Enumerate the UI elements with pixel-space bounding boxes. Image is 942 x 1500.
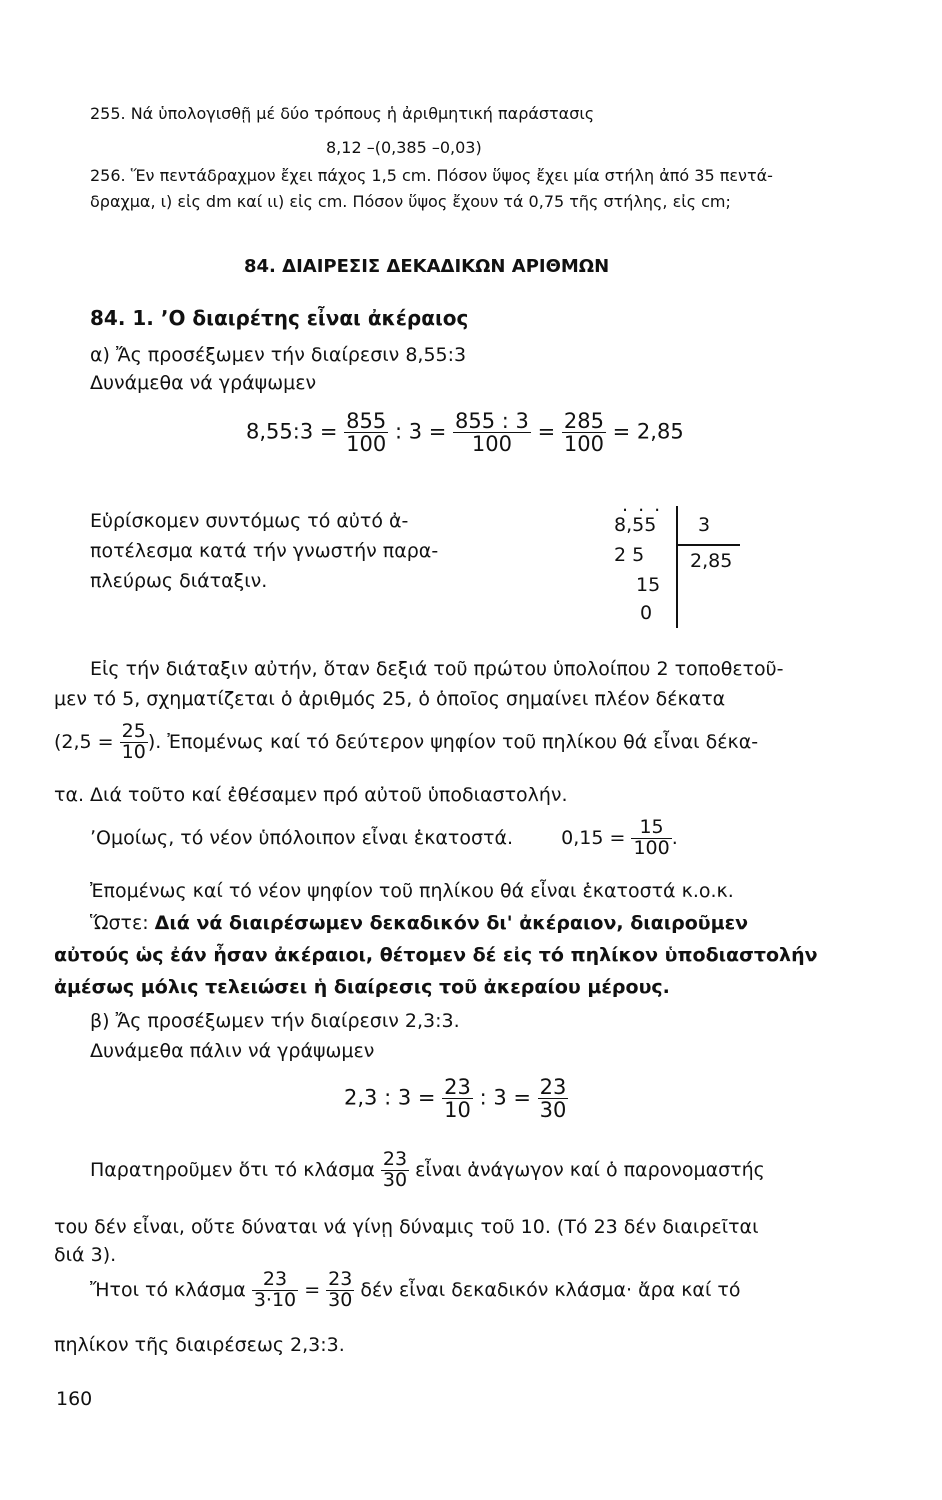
fraction-numerator: 285 bbox=[563, 409, 604, 433]
exercise-255-expression: 8,12 –(0,385 –0,03) bbox=[326, 138, 482, 157]
fraction-855-3-100 bbox=[453, 410, 531, 455]
fraction-denominator: 30 bbox=[539, 1098, 567, 1123]
part-b-p2-post: δέν εἶναι δεκαδικόν κλάσμα· ἄρα καί τό bbox=[360, 1278, 741, 1301]
p1-line4: τα. Διά τοῦτο καί ἐθέσαμεν πρό αὐτοῦ ὑποδιαστολήν. bbox=[54, 784, 568, 806]
fraction-23-30-b bbox=[326, 1270, 354, 1311]
ldiv-remainder-2: 15 bbox=[636, 574, 661, 596]
fraction-numerator: 23 bbox=[252, 1270, 298, 1291]
part-a-intro2: Δυνάμεθα νά γράψωμεν bbox=[90, 372, 317, 394]
fraction-denominator: 10 bbox=[444, 1098, 471, 1123]
fraction-23-30 bbox=[538, 1076, 569, 1121]
fraction-285-100 bbox=[562, 410, 606, 455]
fraction-numerator: 15 bbox=[631, 818, 671, 839]
p1-line3 bbox=[54, 722, 758, 763]
ldiv-horizontal-line bbox=[676, 544, 740, 546]
fraction-numerator: 855 bbox=[346, 409, 387, 433]
fraction-numerator: 23 bbox=[328, 1268, 353, 1290]
ldiv-remainder-1: 2 5 bbox=[614, 544, 645, 566]
side-text-3: πλεύρως διάταξιν. bbox=[90, 570, 268, 592]
fraction-23-30-inline bbox=[381, 1150, 409, 1191]
p1-line3-post: ). Ἐπομένως καί τό δεύτερον ψηφίον τοῦ πηλίκου θά εἶναι δέκα- bbox=[147, 730, 759, 753]
eq-mid: : 3 = bbox=[394, 419, 447, 444]
part-b-p2-line1 bbox=[90, 1270, 741, 1311]
rule-line1 bbox=[90, 912, 748, 934]
p2-eq: 0,15 = bbox=[561, 826, 626, 849]
rule-line3: ἀμέσως μόλις τελειώσει ἡ διαίρεσις τοῦ ἀκεραίου μέρους. bbox=[54, 976, 670, 998]
p2-line bbox=[90, 818, 678, 859]
fraction-numerator: 23 bbox=[382, 1148, 408, 1170]
p1-line1: Εἰς τήν διάταξιν αὐτήν, ὅταν δεξιά τοῦ πρώτου ὑπολοίπου 2 τοποθετοῦ- bbox=[90, 658, 784, 680]
part-a-intro: α) Ἄς προσέξωμεν τήν διαίρεσιν 8,55:3 bbox=[90, 344, 467, 366]
fraction-25-10 bbox=[120, 722, 148, 763]
fraction-numerator: 25 bbox=[121, 720, 146, 742]
ldiv-remainder-3: 0 bbox=[640, 602, 653, 624]
part-a-equation bbox=[246, 410, 684, 455]
p3-line: Ἐπομένως καί τό νέον ψηφίον τοῦ πηλίκου θά εἶναι ἑκατοστά κ.ο.κ. bbox=[90, 880, 734, 902]
fraction-denominator: 30 bbox=[382, 1168, 408, 1191]
p1-line2: μεν τό 5, σχηματίζεται ὁ ἀριθμός 25, ὁ ὁποῖος σημαίνει πλέον δέκατα bbox=[54, 688, 726, 710]
fraction-numerator: 855 : 3 bbox=[455, 409, 529, 433]
part-b-p1-post: εἶναι ἀνάγωγον καί ὁ παρονομαστής bbox=[415, 1158, 765, 1181]
fraction-15-100 bbox=[631, 818, 671, 859]
exercise-256-line1: 256. Ἕν πεντάδραχμον ἔχει πάχος 1,5 cm. Πόσον ὕψος ἔχει μία στήλη ἀπό 35 πεντά- bbox=[90, 166, 773, 185]
part-b-p1-line2: του δέν εἶναι, οὔτε δύναται νά γίνῃ δύναμις τοῦ 10. (Τό 23 δέν διαιρεῖται bbox=[54, 1216, 759, 1238]
ldiv-divisor: 3 bbox=[698, 514, 711, 536]
page-number: 160 bbox=[56, 1388, 93, 1410]
exercise-256-line2: δραχμα, ι) εἰς dm καί ιι) εἰς cm. Πόσον ὕψος ἔχουν τά 0,75 τῆς στήλης, εἰς cm; bbox=[90, 192, 731, 211]
fraction-23-3x10 bbox=[252, 1270, 298, 1311]
fraction-denominator: 100 bbox=[563, 432, 604, 457]
p2-dot: . bbox=[671, 826, 678, 849]
eq-result: = 2,85 bbox=[612, 419, 684, 444]
fraction-denominator: 100 bbox=[346, 432, 387, 457]
section-title: 84. ΔΙΑΙΡΕΣΙΣ ΔΕΚΑΔΙΚΩΝ ΑΡΙΘΜΩΝ bbox=[244, 256, 610, 277]
ldiv-dividend: 8,55 bbox=[614, 514, 657, 536]
part-b-p1-line3: διά 3). bbox=[54, 1244, 117, 1266]
part-b-p1-pre: Παρατηροῦμεν ὅτι τό κλάσμα bbox=[90, 1158, 375, 1181]
p2-text: ʼΟμοίως, τό νέον ὑπόλοιπον εἶναι ἑκατοστά. bbox=[90, 826, 514, 849]
p1-line3-pre: (2,5 = bbox=[54, 730, 114, 753]
fraction-denominator: 10 bbox=[121, 740, 146, 763]
ldiv-quotient: 2,85 bbox=[690, 550, 733, 572]
part-b-equation bbox=[344, 1076, 568, 1121]
rule-line2: αὐτούς ὡς ἐάν ἦσαν ἀκέραιοι, θέτομεν δέ εἰς τό πηλίκον ὑποδιαστολήν bbox=[54, 944, 818, 966]
eq-equals: = bbox=[537, 419, 556, 444]
section-subtitle: 84. 1. ʼΟ διαιρέτης εἶναι ἀκέραιος bbox=[90, 306, 469, 330]
side-text-2: ποτέλεσμα κατά τήν γνωστήν παρα- bbox=[90, 540, 439, 562]
eq-b-mid: : 3 = bbox=[479, 1085, 531, 1110]
fraction-855-100 bbox=[344, 410, 388, 455]
side-text-1: Εὑρίσκομεν συντόμως τό αὐτό ἀ- bbox=[90, 510, 409, 532]
exercise-255: 255. Νά ὑπολογισθῇ μέ δύο τρόπους ἡ ἀριθμητική παράστασις bbox=[90, 104, 595, 123]
eq-b-lhs: 2,3 : 3 = bbox=[344, 1085, 436, 1110]
part-b-p2-pre: Ἤτοι τό κλάσμα bbox=[90, 1278, 246, 1301]
fraction-denominator: 30 bbox=[328, 1288, 353, 1311]
part-b-p1-line1 bbox=[90, 1150, 765, 1191]
fraction-numerator: 23 bbox=[444, 1075, 471, 1099]
fraction-23-10 bbox=[442, 1076, 473, 1121]
fraction-denominator: 100 bbox=[471, 432, 512, 457]
fraction-denominator: 3·10 bbox=[253, 1288, 297, 1311]
rule-prefix: Ὥστε: bbox=[90, 912, 149, 934]
ldiv-dots: . . . bbox=[622, 494, 663, 516]
part-b-p2-eq: = bbox=[304, 1278, 321, 1301]
fraction-denominator: 100 bbox=[633, 836, 670, 859]
fraction-numerator: 23 bbox=[539, 1075, 567, 1099]
ldiv-vertical-line bbox=[676, 506, 678, 628]
part-b-intro: β) Ἄς προσέξωμεν τήν διαίρεσιν 2,3:3. bbox=[90, 1010, 460, 1032]
part-b-intro2: Δυνάμεθα πάλιν νά γράψωμεν bbox=[90, 1040, 375, 1062]
rule-text-1: Διά νά διαιρέσωμεν δεκαδικόν δι' ἀκέραιον, διαιροῦμεν bbox=[154, 912, 749, 934]
part-b-p2-line2: πηλίκον τῆς διαιρέσεως 2,3:3. bbox=[54, 1334, 345, 1356]
eq-lhs: 8,55:3 = bbox=[246, 419, 338, 444]
